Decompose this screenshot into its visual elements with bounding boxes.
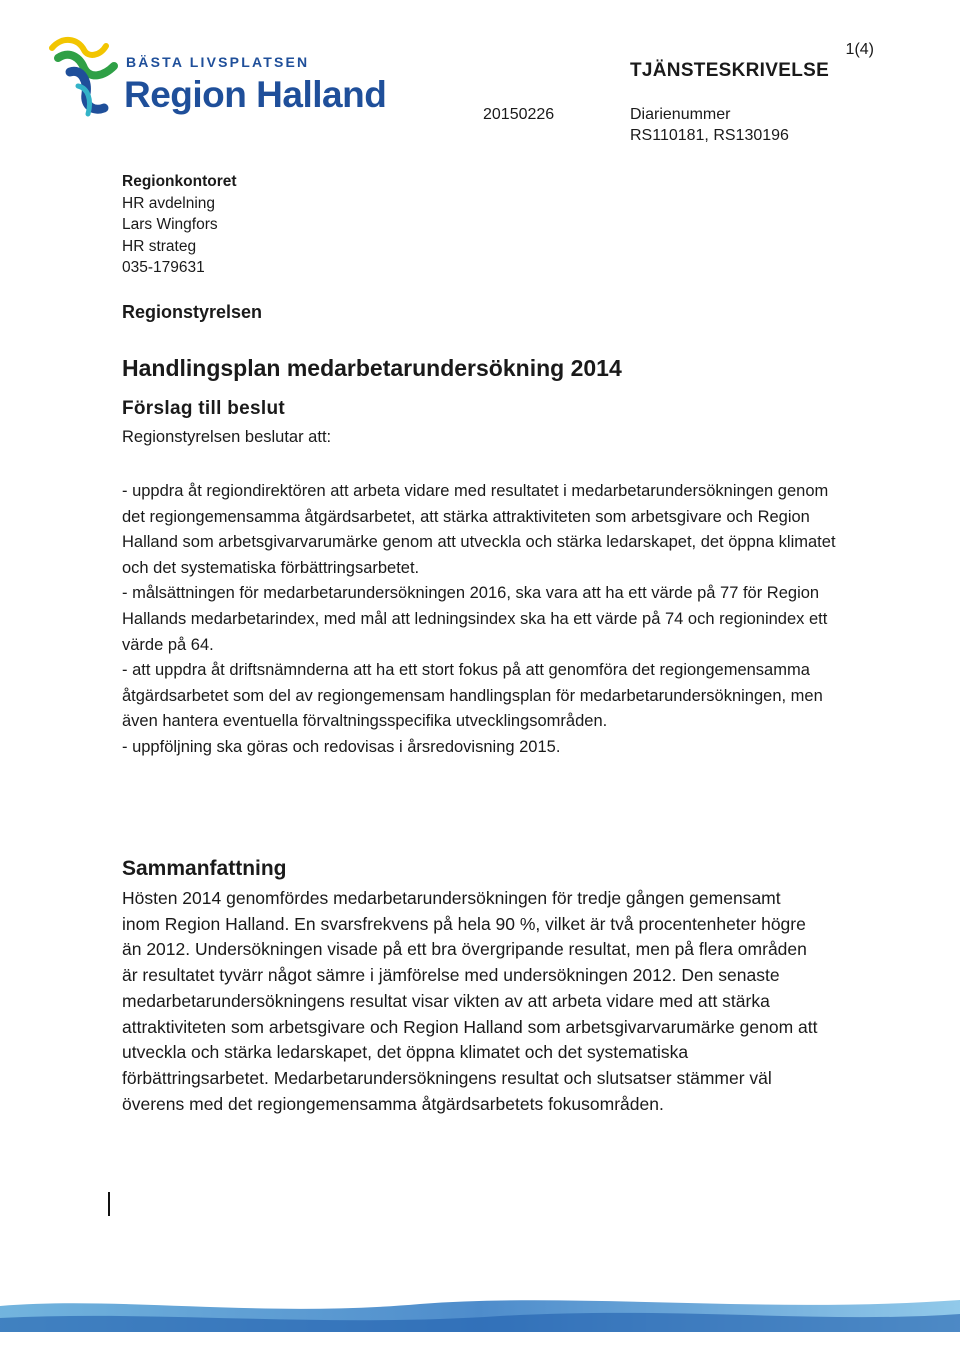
region-halland-logo: [48, 28, 387, 118]
decision-item: - att uppdra åt driftsnämnderna att ha ett stort fokus på att genomföra det regiongemensamma åtgärdsarbetet som del av regiongemensam handlingsplan för medarbetarundersökningen, men även hantera eventuella förvaltningsspecifika utvecklingsområden.: [122, 661, 823, 731]
sender-role: HR strateg: [122, 237, 197, 255]
document-date: 20150226: [483, 106, 555, 123]
logo-tagline: BÄSTA LIVSPLATSEN: [126, 54, 310, 70]
sender-block: [122, 171, 237, 279]
summary-heading: Sammanfattning: [122, 857, 287, 880]
logo-name: Region Halland: [124, 74, 387, 115]
decision-item: - målsättningen för medarbetarundersökningen 2016, ska vara att ha ett värde på 77 för Region Hallands medarbetarindex, med mål att ledningsindex ska ha ett värde på 74 och regionindex ett värde på 64.: [122, 584, 828, 654]
diarie-label: Diarienummer: [630, 106, 731, 123]
summary-body: [122, 886, 822, 1117]
margin-mark: [108, 1192, 110, 1216]
page-number: 1(4): [845, 41, 874, 58]
summary-paragraph: Hösten 2014 genomfördes medarbetarundersökningen för tredje gången gemensamt inom Region Halland. En svarsfrekvens på hela 90 %, vilket är två procentenheter högre än 2012. Undersökningen visade på ett bra övergripande resultat, men på flera områden är resultatet tyvärr något sämre i jämförelse med undersökningen 2012. Den senaste medarbetarundersökningens resultat visar vikten av att arbeta vidare med att stärka attraktiviteten som arbetsgivare och Region Halland som arbetsgivarvarumärke genom att utveckla och stärka ledarskapet, det öppna klimatet och det systematiska förbättringsarbetet. Medarbetarundersökningens resultat och slutsatser stämmer väl överens med det regiongemensamma åtgärdsarbetets fokusområden.: [122, 888, 818, 1114]
sender-phone: 035-179631: [122, 259, 205, 276]
sender-unit: HR avdelning: [122, 194, 216, 212]
proposal-heading: Förslag till beslut: [122, 398, 285, 419]
region-halland-emblem-icon: [48, 28, 123, 118]
decision-list: [122, 479, 842, 761]
document-title: Handlingsplan medarbetarundersökning 2014: [122, 355, 622, 381]
footer-wave-decoration: [0, 1288, 960, 1348]
decision-intro: Regionstyrelsen beslutar att:: [122, 428, 332, 446]
sender-name: Lars Wingfors: [122, 216, 218, 233]
recipient: Regionstyrelsen: [122, 302, 263, 322]
document-type: TJÄNSTESKRIVELSE: [630, 60, 830, 81]
diarie-number: RS110181, RS130196: [630, 127, 789, 144]
sender-department: Regionkontoret: [122, 173, 237, 190]
decision-item: - uppdra åt regiondirektören att arbeta vidare med resultatet i medarbetarundersökningen genom det regiongemensamma åtgärdsarbetet, att stärka attraktiviteten som arbetsgivare och Region Halland som arbetsgivarvarumärke genom att utveckla och stärka ledarskapet, det öppna klimatet och det systematiska förbättringsarbetet.: [122, 482, 836, 577]
decision-item: - uppföljning ska göras och redovisas i årsredovisning 2015.: [122, 737, 561, 756]
